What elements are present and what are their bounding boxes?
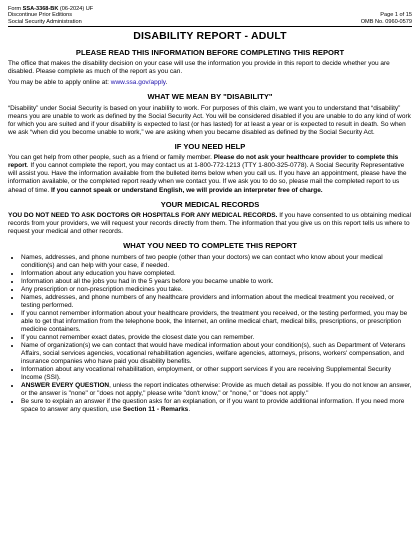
list-item: • If you cannot remember information about your healthcare providers, the treatment you received, or the testing performed, you may be able to get that information from the telephone book, the Internet, an online medical chart, medical bills, prescriptions, or prescription medicine containers. <box>21 310 412 334</box>
apply-online-period: . <box>165 79 168 87</box>
list-item: • Information about any education you have completed. <box>21 270 412 278</box>
header-rule <box>8 26 412 27</box>
help-paragraph <box>8 154 412 194</box>
section-heading-help: IF YOU NEED HELP <box>174 141 246 151</box>
list-item: • Names, addresses, and phone numbers of two people (other than your doctors) we can contact who know about your medical condition(s) and can help with your case, if needed. <box>21 254 412 270</box>
page-title: DISABILITY REPORT - ADULT <box>133 29 287 42</box>
agency-name: Social Security Administration <box>8 18 82 25</box>
explain-end: . <box>188 406 191 414</box>
requirements-list <box>8 254 412 415</box>
section-heading-disability: WHAT WE MEAN BY "DISABILITY" <box>147 92 273 102</box>
help-text-1: You can get help from other people, such as a friend or family member. <box>8 154 214 162</box>
intro-paragraph: The office that makes the disability decision on your case will use the information you provide in this report to decide whether you are disabled. Please complete as much of the report as you can. <box>8 60 390 76</box>
records-text: If you have consented to us obtaining medical records from your providers, we will request your records directly from them. The information that you give us on this report tells us where to request your medical and other records. <box>8 211 412 236</box>
section-heading-need: WHAT YOU NEED TO COMPLETE THIS REPORT <box>123 241 297 251</box>
list-item: • Name of organization(s) we can contact that would have medical information about your condition(s), such as Department of Veterans Affairs, social services agencies, vocational rehabilitation agencies, welfare agencies, attorneys, prisons, workers' compensation, and insurance companies who have paid you disability benefits. <box>21 342 412 366</box>
list-item: • If you cannot remember exact dates, provide the closest date you can remember. <box>21 334 412 342</box>
answer-every-question-bold: ANSWER EVERY QUESTION <box>21 382 110 390</box>
explain-text: Be sure to explain an answer if the question asks for an explanation, or if you want to provide additional information. If you need more space to answer any question, use <box>21 398 405 414</box>
help-text-2: . If you cannot complete the report, you may contact us at 1-800-772-1213 (TTY 1-800-325-0778). A Social Security Representative will assist you. Have the information available from the bulleted items below when you call us. If you have an appointment, please have the information available, or the completed report ready when we contact you. If we ask you to do so, please mail the completed report to us ahead of time. <box>8 162 407 194</box>
page-number: Page 1 of 15 <box>380 12 412 19</box>
disability-definition-paragraph: “Disability” under Social Security is based on your inability to work. For purposes of this claim, we want you to understand that “disability” means you are unable to work as defined by the Social Security Act. You will be considered disabled if you are unable to do any kind of work for which you are suited and if your disability is expected to last (or has lasted) for at least a year or is expected to result in death. So when we ask “when did you become unable to work,” we are asking when you became disabled as defined by the Social Security Act. <box>8 104 411 136</box>
form-header <box>8 6 412 25</box>
list-item: • Any prescription or non-prescription medicines you take. <box>21 286 412 294</box>
form-header-left <box>8 6 93 25</box>
list-item-explain <box>21 398 412 414</box>
help-bold-2: If you cannot speak or understand English, we will provide an interpreter free of charge. <box>51 186 323 194</box>
records-bold: YOU DO NOT NEED TO ASK DOCTORS OR HOSPITALS FOR ANY MEDICAL RECORDS. <box>8 211 278 219</box>
apply-online-link[interactable]: www.ssa.gov/apply <box>110 79 166 87</box>
answer-every-question-text: , unless the report indicates otherwise: Provide as much detail as possible. If you do not know an answer, or the answer is "none" or "does not apply," please write "don't know," or "none," or "does not apply." <box>21 382 412 398</box>
form-id: SSA-3368-BK <box>22 6 59 12</box>
list-item-answer-every-question <box>21 382 412 398</box>
list-item: • Names, addresses, and phone numbers of any healthcare providers and information about the medical treatment you received, or testing performed. <box>21 294 412 310</box>
omb-number: OMB No. 0960-0579 <box>360 18 412 25</box>
form-header-right <box>361 12 412 25</box>
apply-online-text: You may be able to apply online at: <box>8 79 111 87</box>
help-bold-1: Please do not ask your healthcare provider to complete this report <box>8 154 399 170</box>
remarks-section-ref: Section 11 - Remarks <box>122 406 189 414</box>
section-heading-read: PLEASE READ THIS INFORMATION BEFORE COMPLETING THIS REPORT <box>75 47 345 57</box>
discontinue-note: Discontinue Prior Editions <box>8 12 73 19</box>
records-paragraph <box>8 212 412 236</box>
list-item: • Information about all the jobs you had in the 5 years before you became unable to work. <box>21 278 412 286</box>
list-item: • Information about any vocational rehabilitation, employment, or other support services if you are receiving Supplemental Security Income (SSI). <box>21 366 412 382</box>
apply-online-paragraph <box>8 79 412 87</box>
form-edition: (06-2024) UF <box>58 6 94 12</box>
form-prefix: Form <box>8 6 23 12</box>
section-heading-records: YOUR MEDICAL RECORDS <box>160 199 260 209</box>
